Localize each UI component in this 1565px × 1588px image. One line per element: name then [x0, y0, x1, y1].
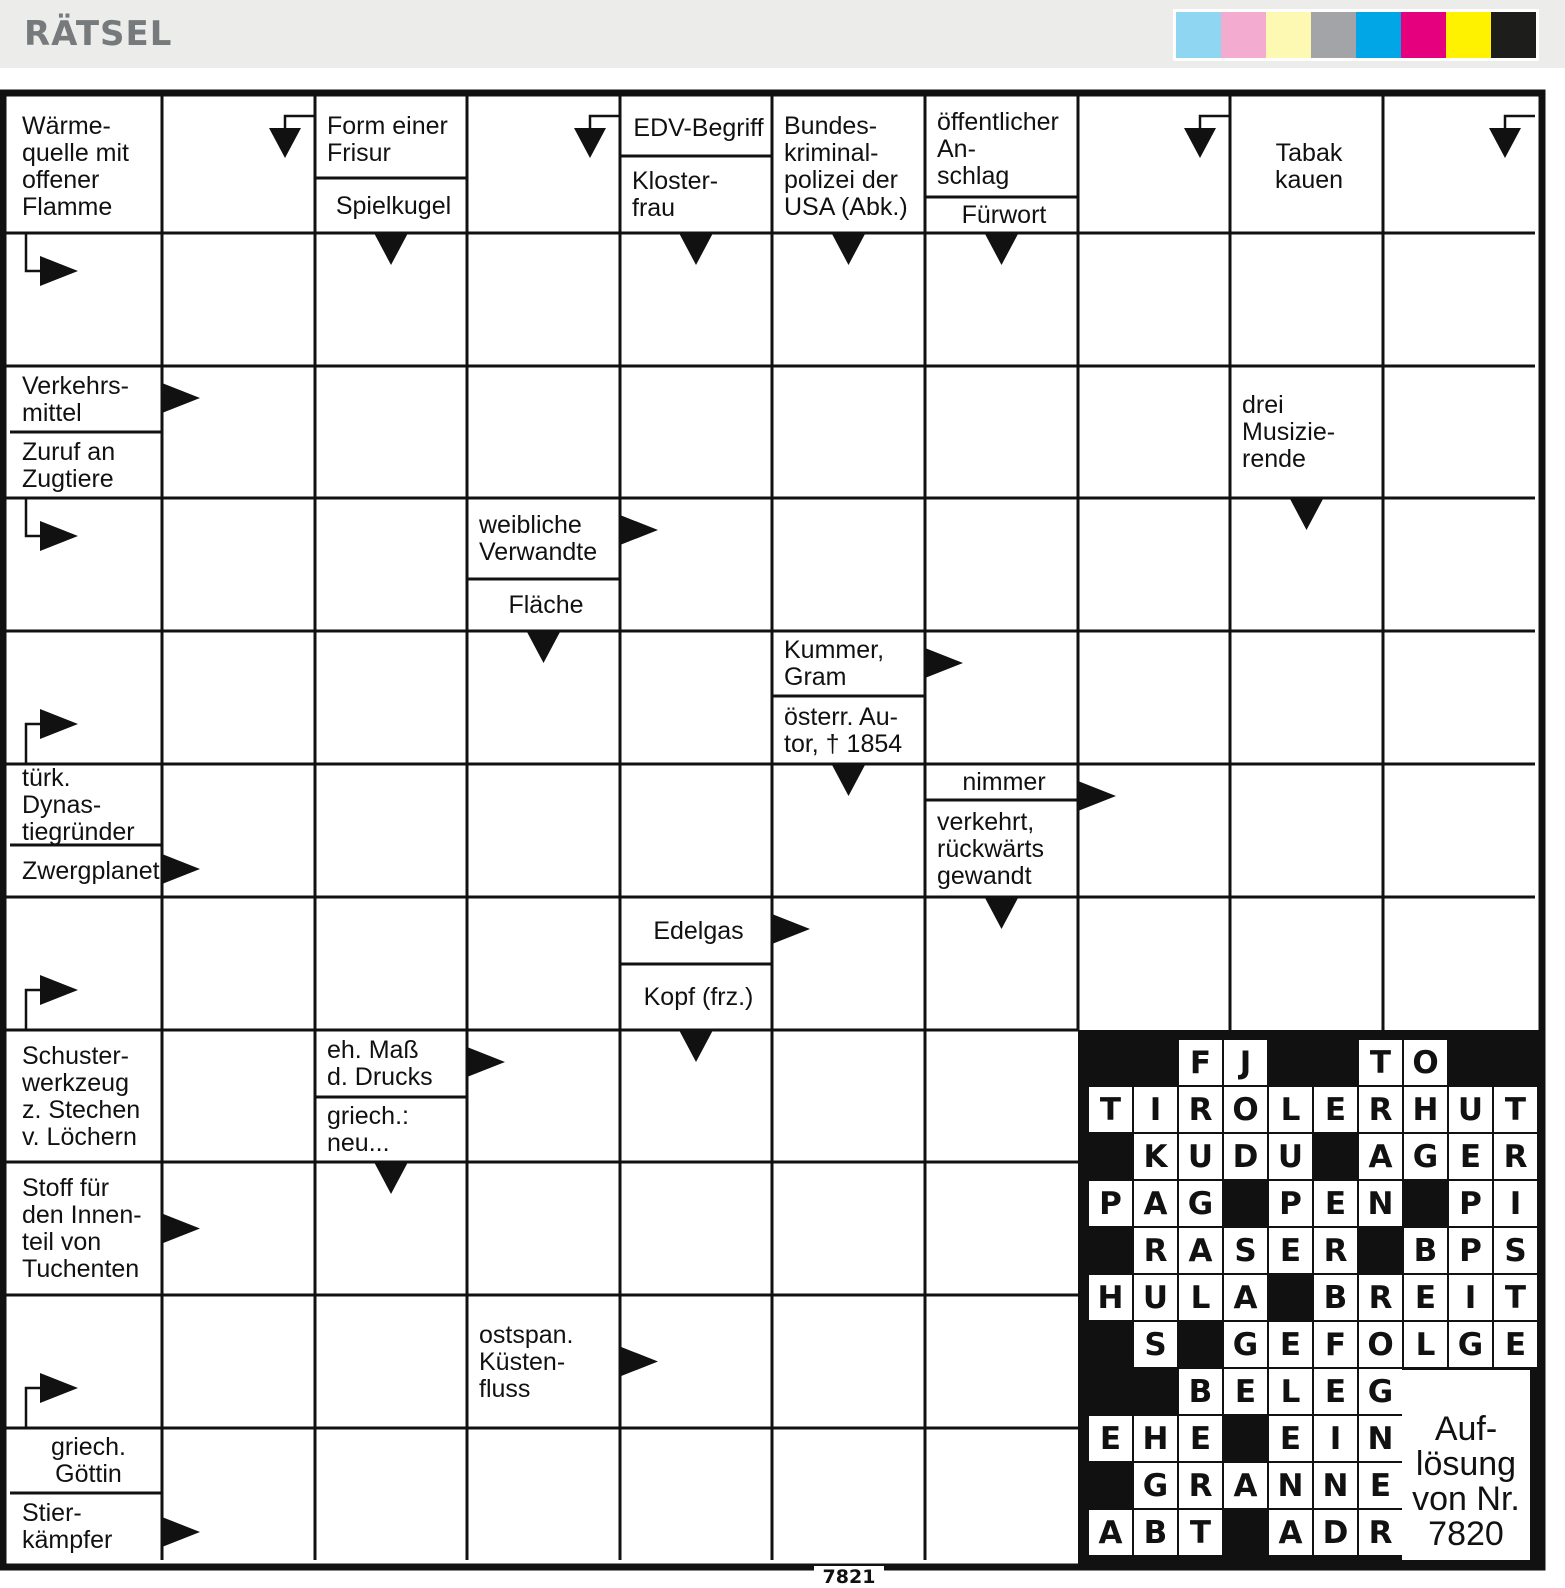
- clue-text: Kloster- frau: [632, 167, 719, 222]
- solution-letter: R: [1179, 1463, 1222, 1508]
- clue-text: Schuster- werkzeug z. Stechen v. Löchern: [22, 1041, 141, 1151]
- clue-cell: [1232, 368, 1382, 497]
- solution-letter: E: [1449, 1134, 1492, 1179]
- clue-cell: [774, 102, 924, 232]
- solution-letter: R: [1179, 1087, 1222, 1132]
- arrow-right-icon: [162, 1517, 200, 1547]
- solution-letter: P: [1449, 1181, 1492, 1226]
- clue-text: Wärme- quelle mit offener Flamme: [22, 112, 129, 221]
- solution-letter: I: [1494, 1181, 1537, 1226]
- solution-letter: O: [1404, 1040, 1447, 1085]
- solution-letter: B: [1179, 1369, 1222, 1414]
- arrow-bend-right-icon: [40, 1373, 78, 1403]
- solution-letter: G: [1134, 1463, 1177, 1508]
- arrow-right-icon: [620, 515, 658, 545]
- solution-letter: B: [1404, 1228, 1447, 1273]
- solution-letter: E: [1359, 1463, 1402, 1508]
- arrow-right-icon: [772, 914, 810, 944]
- arrow-bend-down-icon: [1489, 128, 1521, 158]
- clue-text: Bundes- kriminal- polizei der USA (Abk.): [784, 112, 908, 221]
- solution-letter: E: [1224, 1369, 1267, 1414]
- clue-text: Zwergplanet: [22, 857, 160, 885]
- clue-text: Stoff für den Innen- teil von Tuchenten: [22, 1174, 142, 1283]
- arrow-right-icon: [1078, 781, 1116, 811]
- solution-letter: P: [1089, 1181, 1132, 1226]
- clue-cell: [12, 1495, 161, 1559]
- solution-letter: E: [1314, 1087, 1357, 1132]
- clue-cell: [469, 1297, 619, 1427]
- arrow-right-icon: [162, 854, 200, 884]
- clue-cell: [12, 1164, 161, 1294]
- solution-letter: R: [1359, 1275, 1402, 1320]
- clue-cell: [622, 102, 771, 155]
- solution-letter: R: [1359, 1510, 1402, 1555]
- solution-letter: T: [1179, 1510, 1222, 1555]
- solution-letter: B: [1134, 1510, 1177, 1555]
- arrow-right-icon: [162, 383, 200, 413]
- arrow-down-icon: [832, 764, 866, 796]
- solution-letter: P: [1269, 1181, 1312, 1226]
- solution-letter: F: [1179, 1040, 1222, 1085]
- solution-letter: L: [1404, 1322, 1447, 1367]
- solution-letter: T: [1494, 1087, 1537, 1132]
- solution-letter: D: [1224, 1134, 1267, 1179]
- solution-letter: A: [1134, 1181, 1177, 1226]
- clue-text: Kopf (frz.): [643, 983, 754, 1011]
- solution-letter: R: [1134, 1228, 1177, 1273]
- arrow-bend-line: [26, 498, 42, 536]
- arrow-right-icon: [925, 648, 963, 678]
- solution-letter: L: [1269, 1087, 1312, 1132]
- arrow-down-icon: [679, 1030, 713, 1062]
- solution-letter: E: [1314, 1369, 1357, 1414]
- arrow-bend-line: [1200, 116, 1230, 130]
- arrow-bend-down-icon: [269, 128, 301, 158]
- arrow-bend-down-icon: [1184, 128, 1216, 158]
- clue-text: ostspan. Küsten- fluss: [479, 1320, 574, 1403]
- solution-letter: G: [1449, 1322, 1492, 1367]
- solution-letter: K: [1134, 1134, 1177, 1179]
- arrow-down-icon: [679, 233, 713, 265]
- solution-letter: F: [1314, 1322, 1357, 1367]
- clue-text: eh. Maß d. Drucks: [327, 1036, 433, 1091]
- arrow-bend-right-icon: [40, 709, 78, 739]
- clue-cell: [469, 581, 619, 630]
- solution-letter: S: [1134, 1322, 1177, 1367]
- solution-letter: U: [1449, 1087, 1492, 1132]
- solution-letter: E: [1314, 1181, 1357, 1226]
- clue-text: Fürwort: [961, 201, 1047, 229]
- solution-letter: E: [1269, 1322, 1312, 1367]
- solution-letter: R: [1494, 1134, 1537, 1179]
- arrow-bend-line: [26, 724, 42, 764]
- arrow-bend-line: [285, 116, 315, 130]
- solution-letter: R: [1359, 1087, 1402, 1132]
- clue-text: drei Musizie- rende: [1242, 391, 1336, 473]
- solution-letter: B: [1314, 1275, 1357, 1320]
- solution-letter: L: [1179, 1275, 1222, 1320]
- clue-text: Zuruf an Zugtiere: [22, 437, 116, 493]
- clue-text: EDV-Begriff: [633, 114, 764, 142]
- solution-letter: G: [1224, 1322, 1267, 1367]
- clue-cell: [622, 158, 771, 232]
- solution-letter: H: [1089, 1275, 1132, 1320]
- clue-cell: [12, 434, 161, 497]
- solution-letter: U: [1179, 1134, 1222, 1179]
- arrow-bend-right-icon: [40, 256, 78, 286]
- page-title: RÄTSEL: [24, 14, 173, 54]
- solution-letter: T: [1359, 1040, 1402, 1085]
- solution-letter: T: [1494, 1275, 1537, 1320]
- clue-cell: [774, 698, 924, 763]
- solution-letter: E: [1089, 1416, 1132, 1461]
- clue-text: nimmer: [962, 768, 1046, 796]
- clue-text: verkehrt, rückwärts gewandt: [937, 807, 1044, 890]
- clue-text: türk. Dynas- tiegründer: [22, 766, 135, 844]
- clue-cell: [317, 1099, 466, 1161]
- arrow-bend-line: [590, 116, 620, 130]
- solution-letter: I: [1314, 1416, 1357, 1461]
- arrow-down-icon: [985, 897, 1019, 929]
- solution-letter: N: [1314, 1463, 1357, 1508]
- solution-letter: A: [1359, 1134, 1402, 1179]
- solution-letter: J: [1224, 1040, 1267, 1085]
- solution-letter: E: [1179, 1416, 1222, 1461]
- solution-letter: D: [1314, 1510, 1357, 1555]
- clue-cell: [1232, 102, 1382, 232]
- arrow-down-icon: [374, 1162, 408, 1194]
- clue-cell: [774, 633, 924, 695]
- clue-cell: [12, 368, 161, 431]
- clue-cell: [927, 199, 1077, 232]
- clue-cell: [927, 102, 1077, 196]
- clue-text: griech. Göttin: [50, 1433, 127, 1488]
- solution-letter: I: [1449, 1275, 1492, 1320]
- arrow-right-icon: [620, 1347, 658, 1377]
- clue-text: öffentlicher An- schlag: [937, 107, 1059, 190]
- solution-letter: A: [1224, 1463, 1267, 1508]
- clue-text: Kummer, Gram: [784, 636, 885, 691]
- clue-text: Verkehrs- mittel: [22, 371, 129, 427]
- arrow-right-icon: [162, 1214, 200, 1244]
- solution-letter: E: [1269, 1416, 1312, 1461]
- arrow-down-icon: [985, 233, 1019, 265]
- solution-letter: R: [1314, 1228, 1357, 1273]
- clue-cell: [12, 1430, 161, 1492]
- solution-letter: S: [1494, 1228, 1537, 1273]
- solution-letter: N: [1359, 1181, 1402, 1226]
- solution-letter: P: [1449, 1228, 1492, 1273]
- clue-cell: [927, 766, 1077, 799]
- clue-text: Stier- kämpfer: [22, 1499, 113, 1554]
- arrow-down-icon: [527, 631, 561, 663]
- clue-cell: [622, 899, 771, 963]
- arrow-bend-right-icon: [40, 975, 78, 1005]
- clue-text: griech.: neu...: [327, 1102, 409, 1157]
- arrow-bend-line: [1505, 116, 1535, 130]
- solution-letter: O: [1224, 1087, 1267, 1132]
- clue-text: Fläche: [508, 591, 584, 619]
- clue-text: Edelgas: [653, 916, 744, 945]
- arrow-bend-line: [26, 233, 42, 271]
- arrow-down-icon: [374, 233, 408, 265]
- clue-cell: [927, 802, 1077, 896]
- clue-cell: [317, 1032, 466, 1096]
- solution-letter: O: [1359, 1322, 1402, 1367]
- solution-letter: H: [1404, 1087, 1447, 1132]
- arrow-down-icon: [832, 233, 866, 265]
- puzzle-number: 7821: [814, 1566, 884, 1588]
- solution-letter: N: [1359, 1416, 1402, 1461]
- clue-text: österr. Au- tor, † 1854: [784, 702, 903, 758]
- clue-cell: [469, 500, 619, 578]
- arrow-bend-line: [26, 990, 42, 1030]
- solution-letter: N: [1269, 1463, 1312, 1508]
- solution-letter: E: [1269, 1228, 1312, 1273]
- solution-letter: L: [1269, 1369, 1312, 1414]
- solution-letter: G: [1359, 1369, 1402, 1414]
- solution-letter: E: [1494, 1322, 1537, 1367]
- solution-letter: G: [1404, 1134, 1447, 1179]
- solution-letter: S: [1224, 1228, 1267, 1273]
- solution-letter: A: [1089, 1510, 1132, 1555]
- clue-cell: [12, 1032, 161, 1161]
- solution-letter: U: [1134, 1275, 1177, 1320]
- solution-letter: I: [1134, 1087, 1177, 1132]
- solution-letter: T: [1089, 1087, 1132, 1132]
- solution-letter: H: [1134, 1416, 1177, 1461]
- clue-cell: [12, 847, 161, 896]
- solution-letter: A: [1269, 1510, 1312, 1555]
- solution-label: Auf- lösung von Nr. 7820: [1412, 1410, 1520, 1553]
- clue-cell: [12, 766, 161, 844]
- arrow-right-icon: [467, 1047, 505, 1077]
- arrow-bend-down-icon: [574, 128, 606, 158]
- clue-text: Form einer Frisur: [327, 111, 448, 167]
- arrow-down-icon: [1290, 498, 1324, 530]
- solution-letter: A: [1179, 1228, 1222, 1273]
- arrow-bend-right-icon: [40, 521, 78, 551]
- clue-text: Tabak kauen: [1274, 139, 1344, 194]
- arrow-bend-line: [26, 1388, 42, 1428]
- solution-letter: E: [1404, 1275, 1447, 1320]
- clue-text: weibliche Verwandte: [479, 511, 598, 566]
- clue-cell: [317, 180, 466, 232]
- clue-cell: [317, 102, 466, 177]
- solution-letter: U: [1269, 1134, 1312, 1179]
- solution-letter: A: [1224, 1275, 1267, 1320]
- clue-cell: [622, 966, 771, 1029]
- solution-letter: G: [1179, 1181, 1222, 1226]
- clue-cell: [12, 102, 161, 232]
- clue-text: Spielkugel: [335, 191, 452, 220]
